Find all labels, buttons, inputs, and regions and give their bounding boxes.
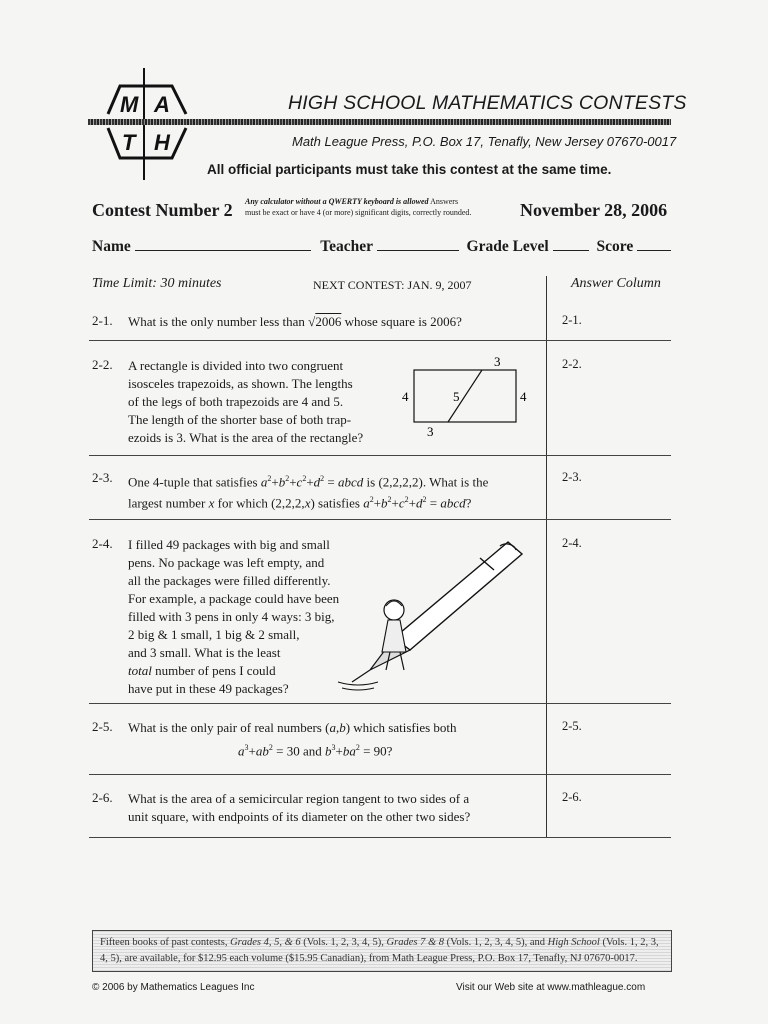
question-text: What is the only pair of real numbers (a,b) which satisfies both $a^3+ab^2 = 30$ and $b^3+ba^2 = 90$? [128, 720, 457, 759]
question-text: A rectangle is divided into two congruent isosceles trapezoids, as shown. The lengths of the legs of both trapezoids are 4 and 5. The length of the shorter base of both trap- ezoids is 3. What is the area of the rectangle? [128, 358, 364, 445]
rectangle-figure [398, 354, 536, 442]
answer-box-label[interactable]: 2-2. [562, 357, 582, 371]
divider [89, 703, 671, 704]
figure-label-top: 3 [494, 354, 501, 369]
question-text: One 4-tuple that satisfies $a^2+b^2+c^2+d^2$ = abcd is (2,2,2,2). What is the largest number x for which (2,2,2,x) satisfies $a^2+b^2+c^2+d^2$ = abcd? [128, 474, 489, 511]
answer-box-label[interactable]: 2-1. [562, 313, 582, 327]
press-address: Math League Press, P.O. Box 17, Tenafly, New Jersey 07670-0017 [292, 134, 677, 149]
pen-illustration [330, 532, 530, 694]
question-number: 2-6. [92, 790, 113, 805]
question-number: 2-2. [92, 357, 113, 372]
question-number: 2-3. [92, 470, 113, 485]
books-ad-text: Fifteen books of past contests, Grades 4, 5, & 6 (Vols. 1, 2, 3, 4, 5), Grades 7 & 8 (Vols. 1, 2, 3, 4, 5), and High School (Vols. 1, 2, 3, 4, 5), are available, for $12.95 each volume ($15.95 Canadian), from Math League Press, P.O. Box 17, Tenafly, NJ 07670-0017. [100, 937, 659, 964]
logo-letter-a: A [154, 92, 170, 117]
teacher-field[interactable] [377, 238, 459, 251]
answer-box-label[interactable]: 2-6. [562, 790, 582, 804]
contest-date: November 28, 2006 [520, 200, 668, 220]
divider [89, 340, 671, 341]
calculator-note: Any calculator without a QWERTY keyboard is allowed Answers must be exact or have 4 (or more) significant digits, correctly rounded. [245, 197, 472, 217]
figure-label-right: 4 [520, 389, 527, 404]
student-info-row [92, 238, 671, 256]
logo-letter-h: H [154, 130, 170, 155]
score-label: Score [596, 238, 634, 255]
decorative-band [88, 119, 671, 125]
contest-number: Contest Number 2 [92, 200, 233, 220]
question-number: 2-1. [92, 313, 113, 328]
time-limit: Time Limit: 30 minutes [92, 276, 222, 291]
divider [89, 774, 671, 775]
question-number: 2-5. [92, 719, 113, 734]
answer-box-label[interactable]: 2-3. [562, 470, 582, 484]
answer-column-heading: Answer Column [571, 276, 661, 291]
answer-box-label[interactable]: 2-5. [562, 719, 582, 733]
question-text: What is the only number less than √2006 whose square is 2006? [128, 314, 462, 329]
logo-letter-m: M [120, 92, 139, 117]
question-text: I filled 49 packages with big and small pens. No package was left empty, and all the packages were filled differently. For example, a package could have been filled with 3 pens in only 4 ways: 3 big, 2 big & 1 small, 1 big & 2 small, and 3 small. What is the least total number of pens I could have put in these 49 packages? [128, 537, 340, 696]
name-label: Name [92, 238, 131, 255]
grade-field[interactable] [553, 238, 589, 251]
logo-letter-t: T [122, 130, 136, 155]
figure-label-bottom: 3 [427, 424, 434, 439]
figure-label-diagonal: 5 [453, 389, 460, 404]
divider [89, 455, 671, 456]
website-link[interactable]: Visit our Web site at www.mathleague.com [456, 982, 646, 993]
divider [89, 837, 671, 838]
teacher-label: Teacher [320, 238, 373, 255]
next-contest: NEXT CONTEST: JAN. 9, 2007 [313, 278, 472, 292]
official-note: All official participants must take this contest at the same time. [207, 162, 612, 177]
question-text: What is the area of a semicircular region tangent to two sides of a unit square, with endpoints of its diameter on the other two sides? [128, 791, 471, 824]
figure-label-left: 4 [402, 389, 409, 404]
contest-title: HIGH SCHOOL MATHEMATICS CONTESTS [288, 92, 687, 114]
question-number: 2-4. [92, 536, 113, 551]
grade-label: Grade Level [466, 238, 549, 255]
divider [89, 519, 671, 520]
name-field[interactable] [135, 238, 311, 251]
score-field[interactable] [637, 238, 671, 251]
answer-box-label[interactable]: 2-4. [562, 536, 582, 550]
answer-column-divider [546, 276, 547, 838]
copyright: © 2006 by Mathematics Leagues Inc [92, 982, 255, 993]
